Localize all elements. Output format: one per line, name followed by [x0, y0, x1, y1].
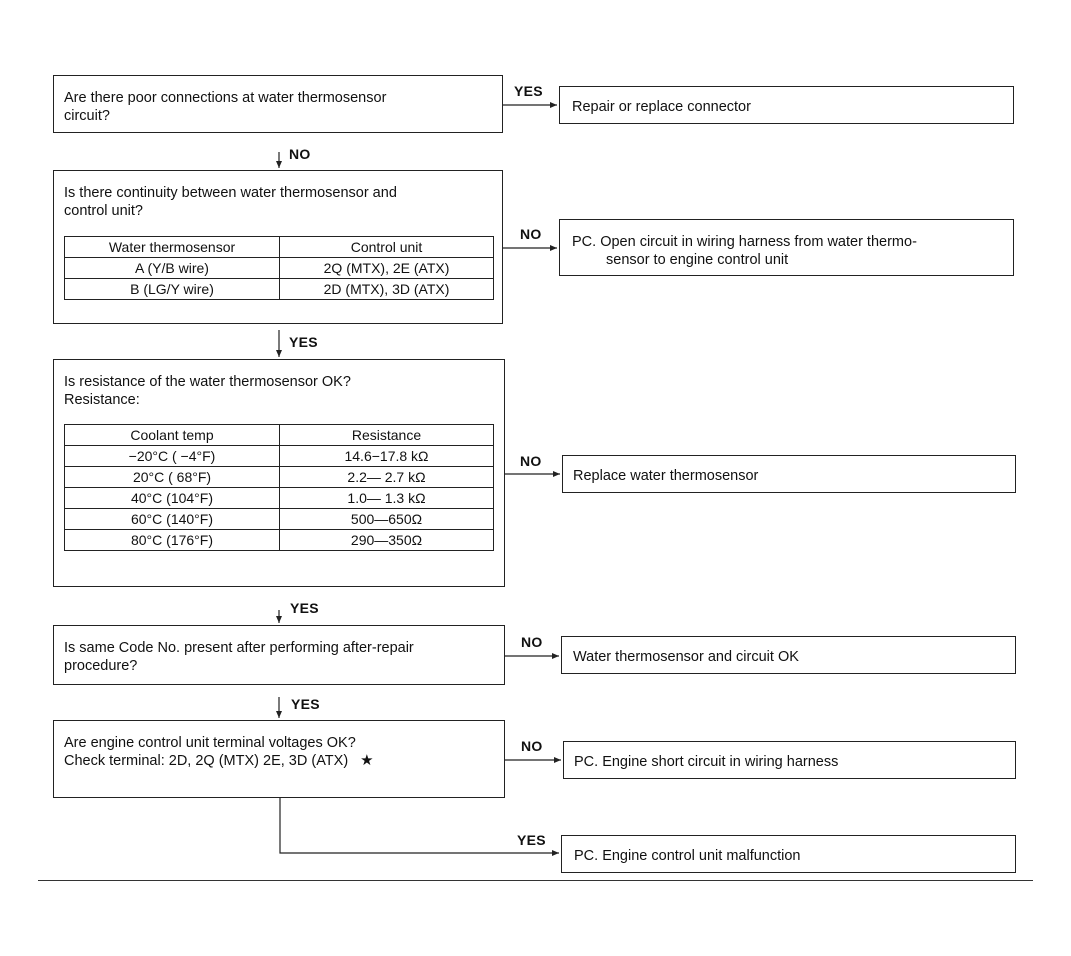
table-cell: 80°C (176°F)	[65, 530, 280, 551]
table-cell: 60°C (140°F)	[65, 509, 280, 530]
step2-question-line2: control unit?	[64, 203, 143, 219]
step4-down-label: YES	[291, 696, 320, 712]
table-row	[65, 446, 494, 467]
step2-no-label: NO	[520, 226, 542, 242]
table-cell: −20°C ( −4°F)	[65, 446, 280, 467]
table-cell: 1.0— 1.3 kΩ	[280, 488, 494, 509]
table-row	[65, 488, 494, 509]
step1-down-label: NO	[289, 146, 311, 162]
step5-no-result-box	[563, 741, 1016, 779]
step3-no-result-box	[562, 455, 1016, 493]
table-cell: B (LG/Y wire)	[65, 279, 280, 300]
step1-yes-result-box	[559, 86, 1014, 124]
step5-question-line2	[64, 752, 494, 770]
step5-yes-result-line1: PC. Engine control unit malfunction	[574, 848, 801, 864]
step4-question-line1: Is same Code No. present after performing after-repair	[64, 640, 414, 656]
step1-question-box	[53, 75, 503, 133]
step3-question-line1: Is resistance of the water thermosensor OK?	[64, 374, 351, 390]
step2-no-result-line2: sensor to engine control unit	[606, 252, 789, 268]
step2-no-result-box	[559, 219, 1014, 276]
step2-question-line1: Is there continuity between water thermosensor and	[64, 185, 397, 201]
table-cell: 2.2— 2.7 kΩ	[280, 467, 494, 488]
step4-no-result-box	[561, 636, 1016, 674]
step5-question-line1: Are engine control unit terminal voltages OK?	[64, 735, 356, 751]
step5-yes-result-box	[561, 835, 1016, 873]
table-cell: 500—650Ω	[280, 509, 494, 530]
step3-table-header-resistance: Resistance	[280, 425, 494, 446]
step4-question-line2: procedure?	[64, 658, 138, 674]
step3-no-label: NO	[520, 453, 542, 469]
step1-question-line2: circuit?	[64, 108, 110, 124]
step1-question-line1: Are there poor connections at water thermosensor	[64, 90, 387, 106]
step2-table-header-control-unit: Control unit	[280, 237, 494, 258]
step5-no-result-line1: PC. Engine short circuit in wiring harness	[574, 754, 839, 770]
step3-table-header-temp: Coolant temp	[65, 425, 280, 446]
step3-table	[64, 424, 494, 551]
table-row	[65, 530, 494, 551]
step4-no-label: NO	[521, 634, 543, 650]
step2-table	[64, 236, 494, 300]
step3-no-result-line1: Replace water thermosensor	[573, 468, 759, 484]
step1-yes-label: YES	[514, 83, 543, 99]
table-cell: 2D (MTX), 3D (ATX)	[280, 279, 494, 300]
table-row	[65, 509, 494, 530]
step2-down-label: YES	[289, 334, 318, 350]
step2-table-header-sensor: Water thermosensor	[65, 237, 280, 258]
step2-table-header-row	[65, 237, 494, 258]
step4-question-box	[53, 625, 505, 685]
step3-question-line2: Resistance:	[64, 392, 140, 408]
step3-table-header-row	[65, 425, 494, 446]
table-cell: 290—350Ω	[280, 530, 494, 551]
step5-yes-label: YES	[517, 832, 546, 848]
table-cell: 40°C (104°F)	[65, 488, 280, 509]
table-cell: 2Q (MTX), 2E (ATX)	[280, 258, 494, 279]
bottom-divider	[38, 880, 1033, 881]
step5-no-label: NO	[521, 738, 543, 754]
table-row	[65, 279, 494, 300]
step1-yes-result-line1: Repair or replace connector	[572, 99, 751, 115]
star-icon: ★	[360, 752, 374, 769]
step5-question-box	[53, 720, 505, 798]
table-cell: 20°C ( 68°F)	[65, 467, 280, 488]
table-cell: A (Y/B wire)	[65, 258, 280, 279]
table-row	[65, 467, 494, 488]
step4-no-result-line1: Water thermosensor and circuit OK	[573, 649, 799, 665]
step2-no-result-line1: PC. Open circuit in wiring harness from water thermo-	[572, 234, 917, 250]
table-cell: 14.6−17.8 kΩ	[280, 446, 494, 467]
table-row	[65, 258, 494, 279]
step3-down-label: YES	[290, 600, 319, 616]
step5-question-line2-text: Check terminal: 2D, 2Q (MTX) 2E, 3D (ATX)	[64, 753, 349, 769]
